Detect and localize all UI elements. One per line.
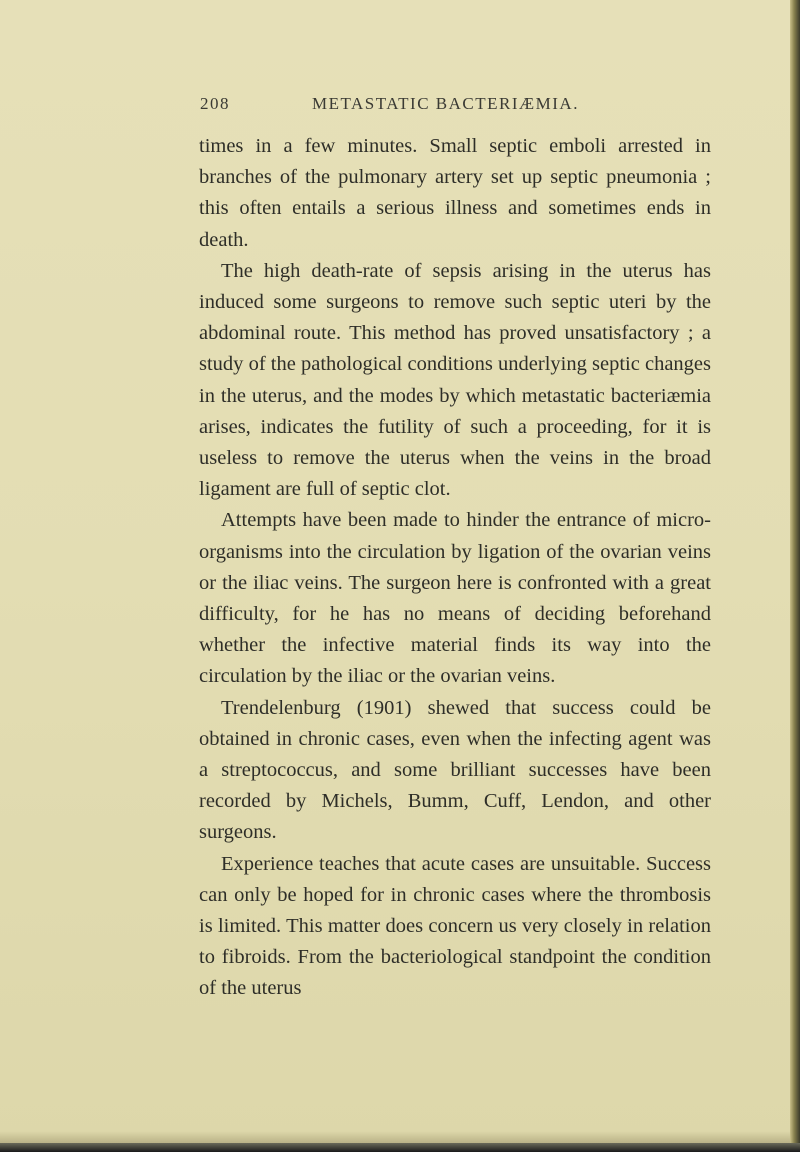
paragraph-trendelenburg: Trendelenburg (1901) shewed that success could be obtained in chronic cases, even when the infecting agent was a streptococcus, and some brilliant successes have been recorded by Michels, Bumm, Cuff, Lendon, and other surgeons. bbox=[199, 696, 711, 844]
page-right-edge bbox=[790, 0, 800, 1152]
paragraph-ligation: Attempts have been made to hinder the entrance of micro-organisms into the circulation by ligation of the ovarian veins or the iliac veins. The surgeon here is confronted with a great difficulty, for he has no means of deciding beforehand whether the infective material finds its way into the circulation by the iliac or the ovarian veins. bbox=[199, 509, 711, 688]
paragraph-experience: Experience teaches that acute cases are unsuitable. Success can only be hoped for in chronic cases where the thrombosis is limited. This matter does concern us very closely in relation to fibroids. From the bacteriological standpoint the condition of the uterus bbox=[199, 852, 711, 1000]
page-bottom-shadow bbox=[0, 1131, 790, 1143]
paragraph-continuation: times in a few minutes. Small septic emboli arrested in branches of the pulmonary artery set up septic pneumonia ; this often entails a serious illness and sometimes ends in death. bbox=[199, 135, 711, 251]
body-text bbox=[199, 131, 711, 1005]
running-title: METASTATIC BACTERIÆMIA. bbox=[312, 94, 579, 113]
page-number: 208 bbox=[200, 94, 230, 113]
paragraph-death-rate: The high death-rate of sepsis arising in the uterus has induced some surgeons to remove such septic uteri by the abdominal route. This method has proved unsatisfactory ; a study of the pathological conditions underlying septic changes in the uterus, and the modes by which metastatic bacteriæmia arises, indicates the futility of such a proceeding, for it is useless to remove the uterus when the veins in the broad ligament are full of septic clot. bbox=[199, 259, 711, 501]
scan-bottom-border bbox=[0, 1143, 800, 1152]
